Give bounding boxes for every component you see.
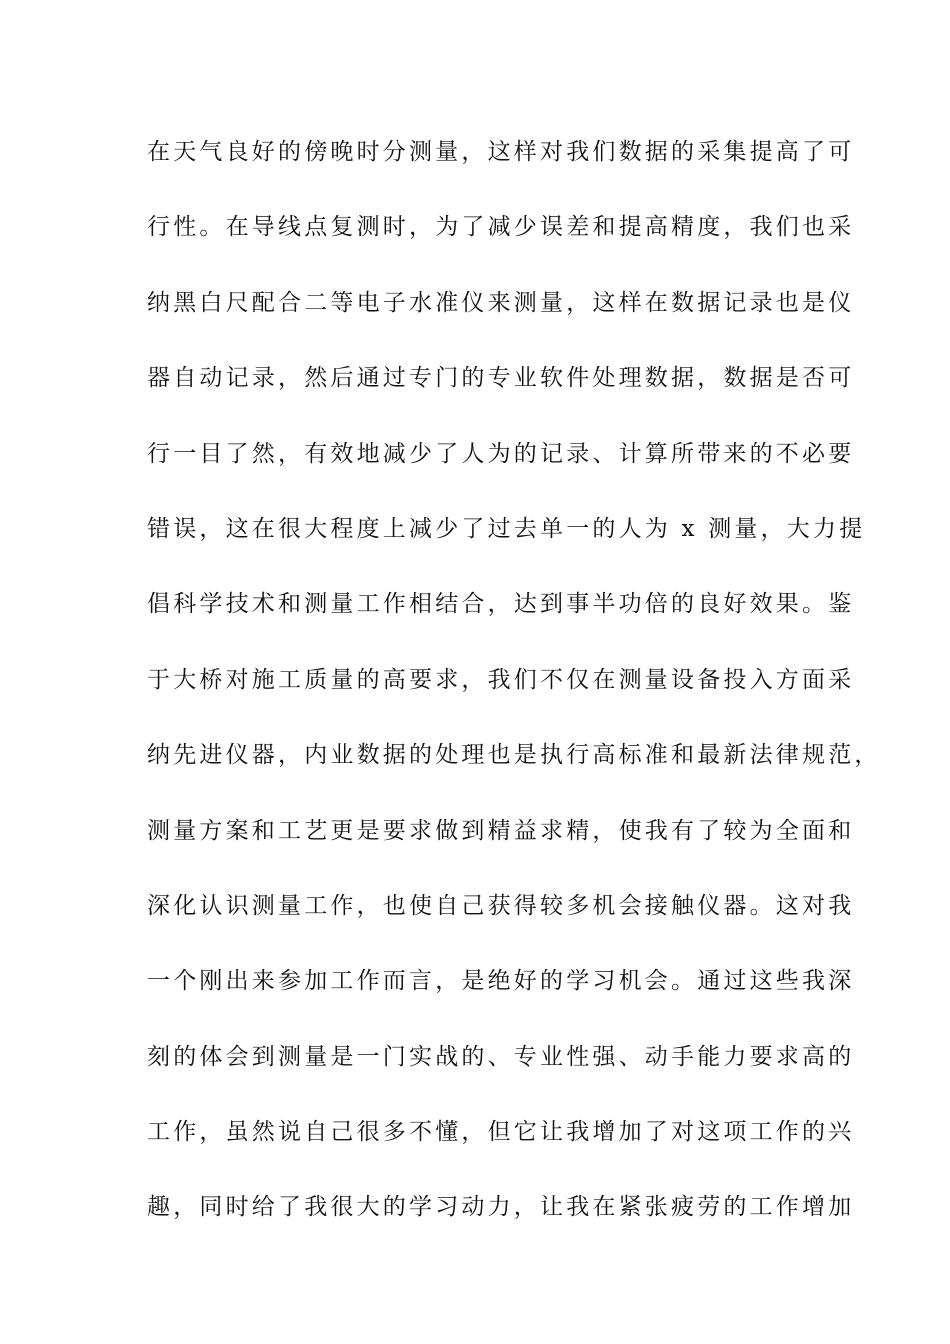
text-line-11: 深化认识测量工作，也使自己获得较多机会接触仪器。这对我	[147, 892, 855, 919]
text-line-14: 工作，虽然说自己很多不懂，但它让我增加了对这项工作的兴	[147, 1119, 855, 1146]
text-line-5: 行一目了然，有效地减少了人为的记录、计算所带来的不必要	[147, 440, 855, 467]
text-line-8: 于大桥对施工质量的高要求，我们不仅在测量设备投入方面采	[147, 666, 855, 693]
text-line-15: 趣，同时给了我很大的学习动力，让我在紧张疲劳的工作增加	[147, 1194, 855, 1221]
text-line-13: 刻的体会到测量是一门实战的、专业性强、动手能力要求高的	[147, 1043, 855, 1070]
text-line-6: 错误，这在很大程度上减少了过去单一的人为 x 测量，大力提	[147, 515, 866, 542]
text-line-1: 在天气良好的傍晚时分测量，这样对我们数据的采集提高了可	[147, 139, 855, 165]
text-line-9: 纳先进仪器，内业数据的处理也是执行高标准和最新法律规范，	[147, 742, 881, 769]
text-line-10: 测量方案和工艺更是要求做到精益求精，使我有了较为全面和	[147, 817, 855, 844]
text-line-2: 行性。在导线点复测时，为了减少误差和提高精度，我们也采	[147, 214, 855, 241]
body-text	[147, 131, 881, 1262]
text-line-3: 纳黑白尺配合二等电子水准仪来测量，这样在数据记录也是仪	[147, 289, 855, 316]
text-line-4: 器自动记录，然后通过专门的专业软件处理数据，数据是否可	[147, 365, 855, 392]
text-line-7: 倡科学技术和测量工作相结合，达到事半功倍的良好效果。鉴	[147, 591, 855, 618]
text-line-12: 一个刚出来参加工作而言，是绝好的学习机会。通过这些我深	[147, 968, 855, 995]
